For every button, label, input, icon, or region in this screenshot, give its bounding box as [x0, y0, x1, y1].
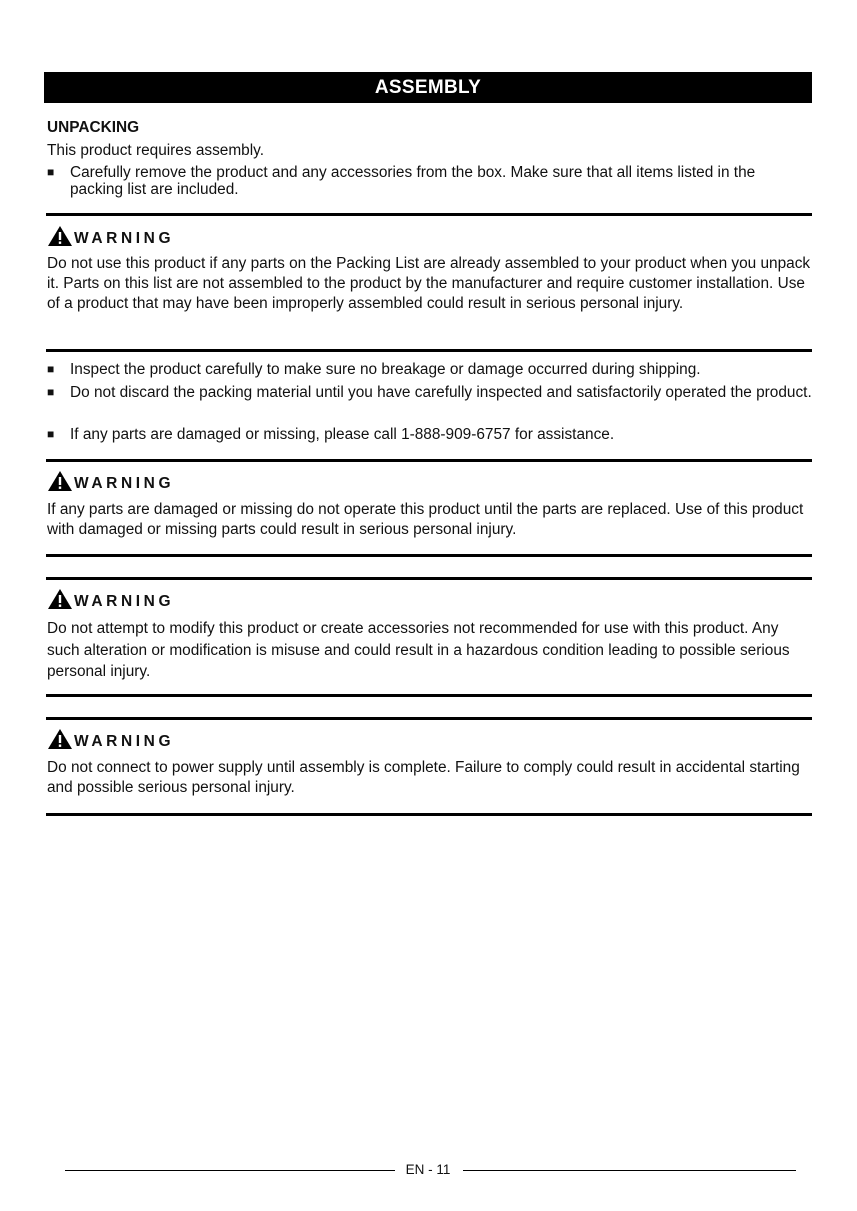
divider [46, 554, 812, 557]
warning-title [47, 728, 174, 750]
warning-triangle-icon [47, 225, 73, 247]
list-item-text: Carefully remove the product and any accessories from the box. Make sure that all items listed in the packing list are included. [70, 164, 756, 198]
footer-rule-right [463, 1170, 796, 1171]
footer-rule-left [65, 1170, 395, 1171]
warning-label: WARNING [74, 475, 175, 492]
list-item [47, 164, 812, 198]
divider [46, 349, 812, 352]
bullet-square-icon: ■ [47, 427, 55, 441]
divider [46, 717, 812, 720]
warning-title [47, 588, 174, 610]
warning-text: If any parts are damaged or missing do not operate this product until the parts are replaced. Use of this product with damaged or missing parts could result in serious personal injury. [47, 501, 804, 538]
divider [46, 577, 812, 580]
bullet-square-icon: ■ [47, 385, 55, 399]
divider [46, 694, 812, 697]
divider [46, 813, 812, 816]
list-item-text: Do not discard the packing material until you have carefully inspected and satisfactorily operated the product. [70, 384, 812, 401]
list-item-text: Inspect the product carefully to make sure no breakage or damage occurred during shipping. [70, 361, 701, 378]
warning-label: WARNING [74, 593, 175, 610]
list-item [47, 384, 812, 401]
divider [46, 459, 812, 462]
bullet-square-icon: ■ [47, 362, 55, 376]
bullet-square-icon: ■ [47, 165, 55, 179]
warning-title [47, 470, 174, 492]
warning-triangle-icon [47, 728, 73, 750]
section-header-bar [44, 72, 812, 103]
warning-text: Do not attempt to modify this product or create accessories not recommended for use with this product. Any such alteration or modification is misuse and could result in a hazardous condition leading to possible serious personal injury. [47, 620, 790, 680]
unpacking-heading: UNPACKING [47, 119, 140, 136]
list-item [47, 361, 812, 378]
list-item [47, 426, 812, 443]
warning-text: Do not connect to power supply until assembly is complete. Failure to comply could result in accidental starting and possible serious personal injury. [47, 759, 800, 796]
unpacking-intro: This product requires assembly. [47, 142, 264, 159]
warning-label: WARNING [74, 230, 175, 247]
divider [46, 213, 812, 216]
warning-triangle-icon [47, 470, 73, 492]
page-number: EN - 11 [405, 1162, 451, 1177]
warning-triangle-icon [47, 588, 73, 610]
section-title: ASSEMBLY [374, 76, 482, 98]
warning-title [47, 225, 174, 247]
warning-label: WARNING [74, 733, 175, 750]
warning-text: Do not use this product if any parts on the Packing List are already assembled to your product when you unpack it. Parts on this list are not assembled to the product by the manufacturer and require customer installation. Use of a product that may have been improperly assembled could result in serious personal injury. [47, 255, 811, 312]
list-item-text: If any parts are damaged or missing, please call 1-888-909-6757 for assistance. [70, 426, 615, 443]
